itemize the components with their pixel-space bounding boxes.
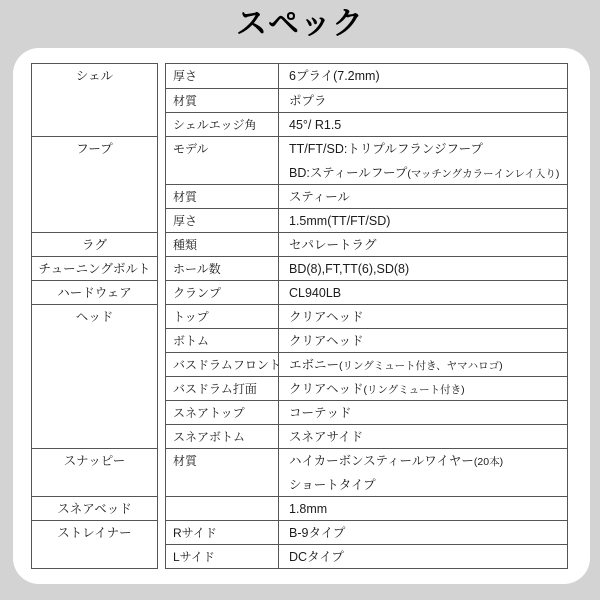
spec-value-text: 6プライ(7.2mm) bbox=[289, 69, 380, 83]
spec-value-line bbox=[289, 64, 567, 88]
spec-value-text: BD:スティールフープ bbox=[289, 166, 408, 180]
spec-value bbox=[279, 209, 567, 232]
category-cell: スネアベッド bbox=[32, 496, 157, 520]
spec-row bbox=[166, 232, 567, 256]
spec-label: スネアボトム bbox=[166, 425, 279, 448]
spec-value-line bbox=[289, 113, 567, 137]
spec-value bbox=[279, 233, 567, 256]
spec-row bbox=[166, 448, 567, 496]
spec-value-line bbox=[289, 329, 567, 353]
spec-label: ボトム bbox=[166, 329, 279, 352]
spec-row bbox=[166, 88, 567, 112]
spec-value bbox=[279, 113, 567, 136]
category-cell: スナッピー bbox=[32, 448, 157, 496]
spec-label bbox=[166, 497, 279, 520]
category-column bbox=[31, 63, 158, 569]
spec-value-text: クリアヘッド bbox=[289, 334, 364, 348]
spec-value-line bbox=[289, 89, 567, 113]
spec-row bbox=[166, 424, 567, 448]
spec-row bbox=[166, 328, 567, 352]
spec-value-text: (リングミュート付き、ヤマハロゴ) bbox=[339, 360, 503, 372]
spec-value-text: クリアヘッド bbox=[289, 382, 364, 396]
spec-label: Rサイド bbox=[166, 521, 279, 544]
spec-row bbox=[166, 184, 567, 208]
spec-value bbox=[279, 305, 567, 328]
spec-value bbox=[279, 425, 567, 448]
spec-value-line bbox=[289, 281, 567, 305]
spec-value-line bbox=[289, 233, 567, 257]
spec-value-line bbox=[289, 377, 567, 401]
spec-label: 厚さ bbox=[166, 209, 279, 232]
spec-value-line bbox=[289, 305, 567, 329]
spec-value bbox=[279, 281, 567, 304]
spec-value-text: ポプラ bbox=[289, 94, 327, 108]
spec-value-line bbox=[289, 257, 567, 281]
page-title: スペック bbox=[236, 6, 364, 41]
spec-value-text: BD(8),FT,TT(6),SD(8) bbox=[289, 262, 410, 276]
spec-value-text: 45°/ R1.5 bbox=[289, 118, 342, 132]
spec-value-text: CL940LB bbox=[289, 286, 342, 300]
spec-value bbox=[279, 257, 567, 280]
spec-row bbox=[166, 544, 567, 568]
spec-label: 種類 bbox=[166, 233, 279, 256]
spec-value bbox=[279, 185, 567, 208]
spec-row bbox=[166, 520, 567, 544]
spec-value-line bbox=[289, 473, 567, 497]
spec-value-text: ハイカーボンスティールワイヤー bbox=[289, 454, 474, 468]
spec-row bbox=[166, 136, 567, 184]
detail-column bbox=[165, 63, 568, 569]
spec-label: クランプ bbox=[166, 281, 279, 304]
spec-value bbox=[279, 89, 567, 112]
spec-value-text: スティール bbox=[289, 190, 351, 204]
spec-row bbox=[166, 352, 567, 376]
spec-value-line bbox=[289, 521, 567, 545]
spec-value-text: セパレートラグ bbox=[289, 238, 377, 252]
spec-row bbox=[166, 400, 567, 424]
spec-value bbox=[279, 401, 567, 424]
spec-value-text: B-9タイプ bbox=[289, 526, 346, 540]
category-cell: ハードウェア bbox=[32, 280, 157, 304]
spec-value-line bbox=[289, 449, 567, 473]
category-cell: ストレイナー bbox=[32, 520, 157, 568]
spec-label: バスドラム打面 bbox=[166, 377, 279, 400]
spec-row bbox=[166, 256, 567, 280]
spec-value-text: (リングミュート付き) bbox=[363, 384, 465, 396]
category-cell: ヘッド bbox=[32, 304, 157, 448]
spec-value-line bbox=[289, 425, 567, 449]
spec-value-line bbox=[289, 545, 567, 569]
spec-row bbox=[166, 304, 567, 328]
spec-value bbox=[279, 329, 567, 352]
category-cell: フープ bbox=[32, 136, 157, 232]
spec-label: ホール数 bbox=[166, 257, 279, 280]
spec-value-line bbox=[289, 137, 567, 161]
spec-row bbox=[166, 280, 567, 304]
spec-value-text: (20本) bbox=[473, 456, 504, 468]
spec-value-text: スネアサイド bbox=[289, 430, 364, 444]
spec-value-text: ショートタイプ bbox=[289, 478, 376, 492]
spec-value bbox=[279, 377, 567, 400]
spec-value-text: 1.5mm(TT/FT/SD) bbox=[289, 214, 391, 228]
spec-label: 厚さ bbox=[166, 64, 279, 88]
spec-value-text: (マッチングカラーインレイ入り) bbox=[407, 168, 560, 180]
spec-row bbox=[166, 112, 567, 136]
spec-value-line bbox=[289, 161, 567, 185]
spec-label: 材質 bbox=[166, 449, 279, 496]
category-cell: ラグ bbox=[32, 232, 157, 256]
spec-row bbox=[166, 496, 567, 520]
spec-value-text: エボニー bbox=[289, 358, 340, 372]
spec-value-line bbox=[289, 353, 567, 377]
spec-value bbox=[279, 497, 567, 520]
spec-value-text: 1.8mm bbox=[289, 502, 328, 516]
category-cell: シェル bbox=[75, 69, 114, 83]
spec-value bbox=[279, 521, 567, 544]
spec-label: トップ bbox=[166, 305, 279, 328]
category-cell: チューニングボルト bbox=[32, 256, 157, 280]
spec-value-line bbox=[289, 185, 567, 209]
spec-value-line bbox=[289, 209, 567, 233]
spec-table bbox=[31, 63, 568, 569]
spec-value bbox=[279, 64, 567, 88]
spec-value-text: DCタイプ bbox=[289, 550, 344, 564]
spec-value bbox=[279, 449, 567, 496]
spec-label: モデル bbox=[166, 137, 279, 184]
spec-label: 材質 bbox=[166, 185, 279, 208]
spec-value-line bbox=[289, 497, 567, 521]
spec-value-text: クリアヘッド bbox=[289, 310, 364, 324]
spec-row bbox=[166, 64, 567, 88]
spec-value-text: TT/FT/SD:トリプルフランジフープ bbox=[289, 142, 484, 156]
spec-card bbox=[13, 48, 590, 584]
spec-value bbox=[279, 545, 567, 568]
spec-label: Lサイド bbox=[166, 545, 279, 568]
spec-row bbox=[166, 208, 567, 232]
spec-value-text: コーテッド bbox=[289, 406, 352, 420]
spec-value bbox=[279, 353, 567, 376]
spec-label: スネアトップ bbox=[166, 401, 279, 424]
spec-label: シェルエッジ角 bbox=[166, 113, 279, 136]
spec-row bbox=[166, 376, 567, 400]
spec-label: 材質 bbox=[166, 89, 279, 112]
spec-value-line bbox=[289, 401, 567, 425]
spec-value bbox=[279, 137, 567, 184]
spec-label: バスドラムフロント bbox=[166, 353, 279, 376]
